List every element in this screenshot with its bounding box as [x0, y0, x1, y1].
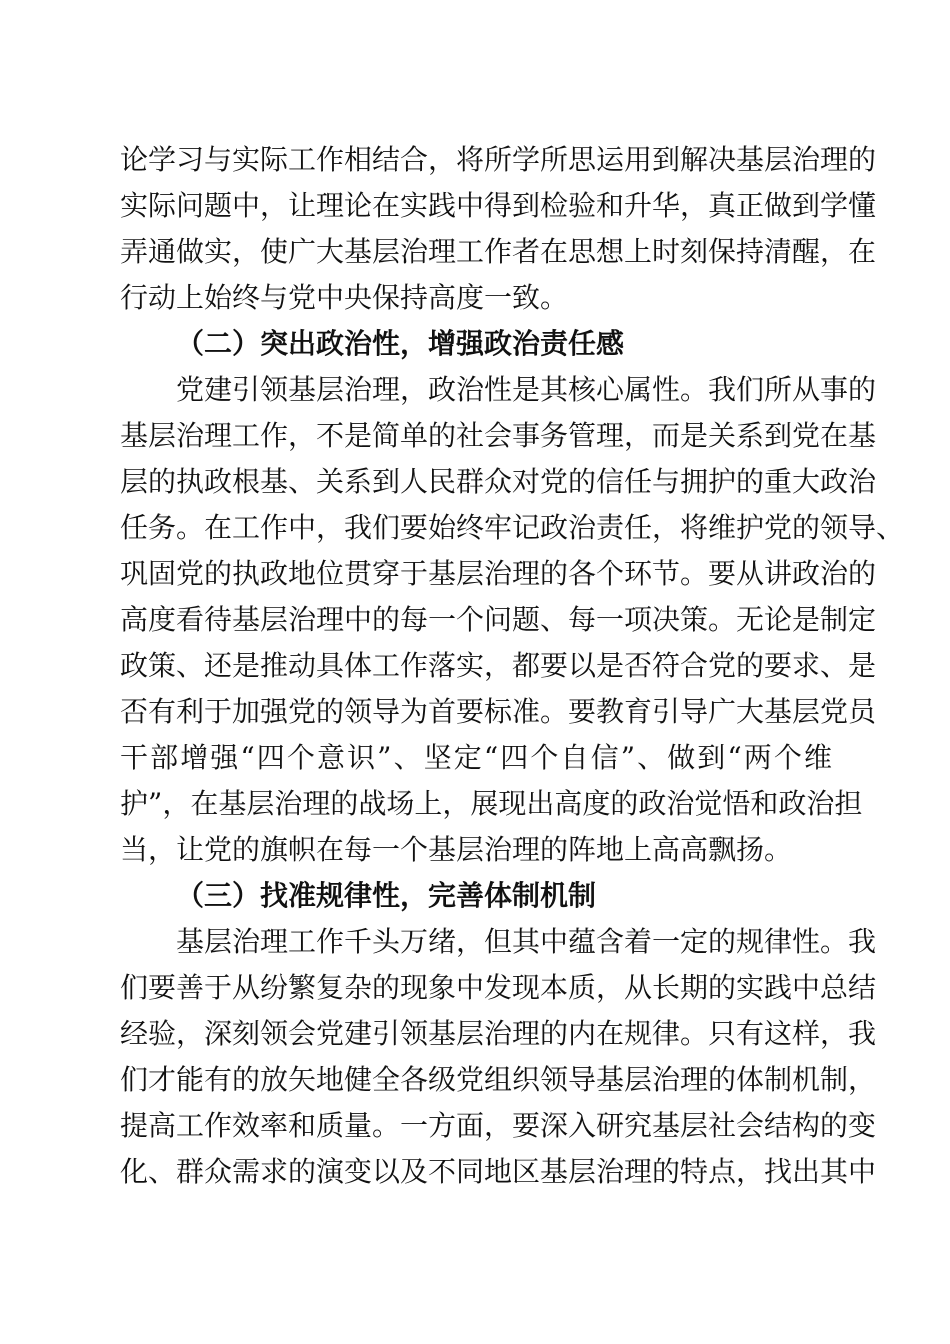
body-text-line: 弄通做实，使广大基层治理工作者在思想上时刻保持清醒，在 — [120, 235, 877, 268]
body-text-line: 当，让党的旗帜在每一个基层治理的阵地上高高飘扬。 — [120, 833, 793, 866]
body-text-line: 们才能有的放矢地健全各级党组织领导基层治理的体制机制， — [120, 1063, 877, 1096]
body-text-line: 干部增强“四个意识”、坚定“四个自信”、做到“两个维 — [120, 741, 832, 774]
body-text-line: 政策、还是推动具体工作落实，都要以是否符合党的要求、是 — [120, 649, 877, 682]
body-text-line: 经验，深刻领会党建引领基层治理的内在规律。只有这样，我 — [120, 1017, 877, 1050]
body-text-line: 们要善于从纷繁复杂的现象中发现本质，从长期的实践中总结 — [120, 971, 877, 1004]
paragraph-first-line: 党建引领基层治理，政治性是其核心属性。我们所从事的 — [176, 373, 877, 406]
section-heading-3: （三）找准规律性，完善体制机制 — [176, 879, 597, 912]
body-text-line: 任务。在工作中，我们要始终牢记政治责任，将维护党的领导、 — [120, 511, 905, 544]
body-text-line: 层的执政根基、关系到人民群众对党的信任与拥护的重大政治 — [120, 465, 877, 498]
body-text-line: 提高工作效率和质量。一方面，要深入研究基层社会结构的变 — [120, 1109, 877, 1142]
body-text-line: 巩固党的执政地位贯穿于基层治理的各个环节。要从讲政治的 — [120, 557, 877, 590]
body-text-line: 论学习与实际工作相结合，将所学所思运用到解决基层治理的 — [120, 143, 877, 176]
body-text-line: 基层治理工作，不是简单的社会事务管理，而是关系到党在基 — [120, 419, 877, 452]
paragraph-first-line: 基层治理工作千头万绪，但其中蕴含着一定的规律性。我 — [176, 925, 877, 958]
body-text-line: 实际问题中，让理论在实践中得到检验和升华，真正做到学懂 — [120, 189, 877, 222]
body-text-line: 化、群众需求的演变以及不同地区基层治理的特点，找出其中 — [120, 1155, 877, 1188]
body-text-line: 否有利于加强党的领导为首要标准。要教育引导广大基层党员 — [120, 695, 877, 728]
body-text-line: 高度看待基层治理中的每一个问题、每一项决策。无论是制定 — [120, 603, 877, 636]
section-heading-2: （二）突出政治性，增强政治责任感 — [176, 327, 625, 360]
body-text-line: 护”，在基层治理的战场上，展现出高度的政治觉悟和政治担 — [120, 787, 863, 820]
body-text-line: 行动上始终与党中央保持高度一致。 — [120, 281, 569, 314]
